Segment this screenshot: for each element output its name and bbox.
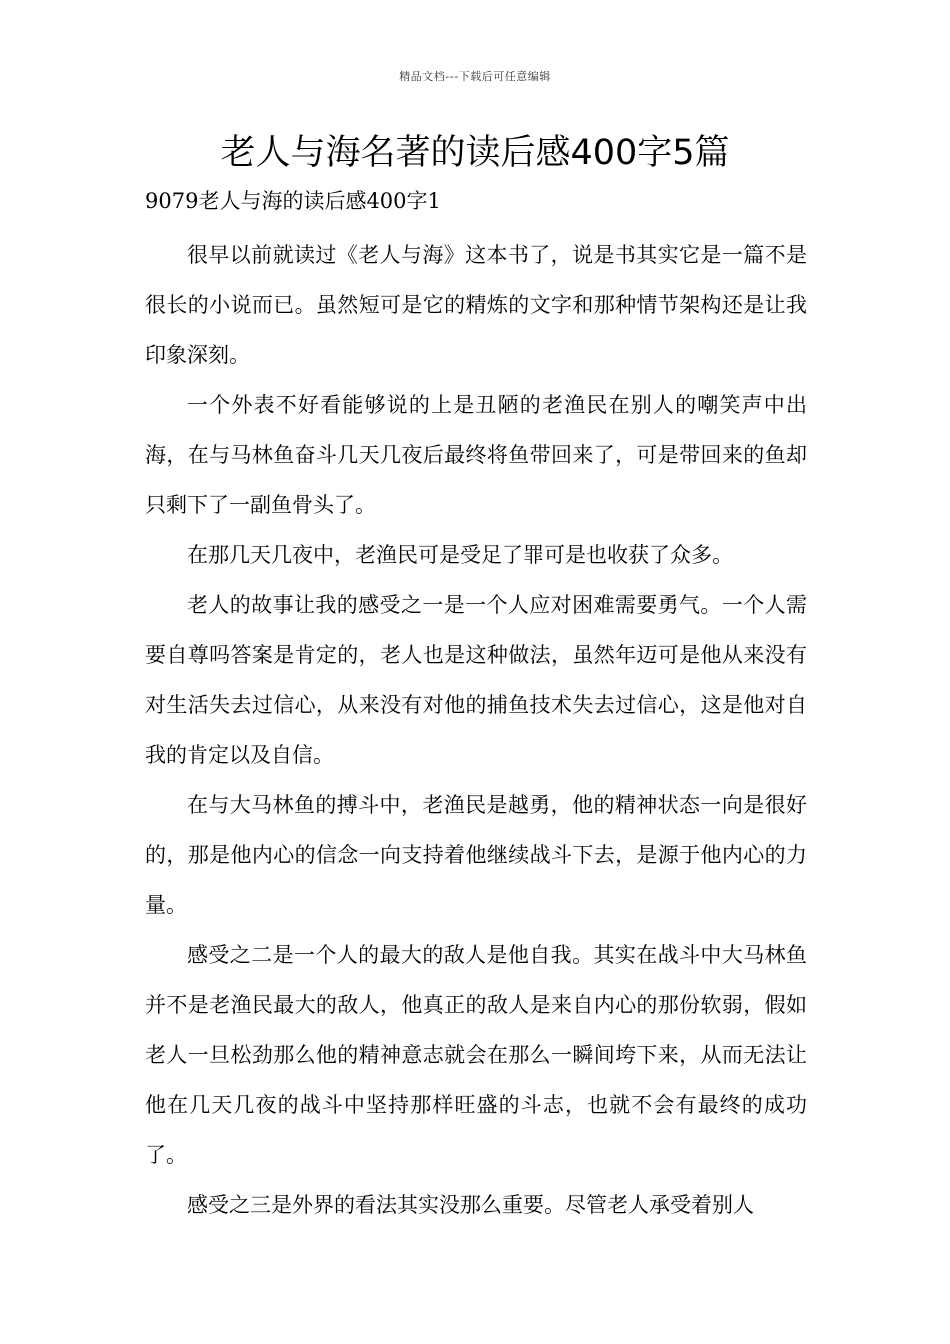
paragraph-7: 感受之三是外界的看法其实没那么重要。尽管老人承受着别人 xyxy=(187,1193,754,1217)
paragraph-1: 很早以前就读过《老人与海》这本书了，说是书其实它是一篇不是很长的小说而已。虽然短可是它的精炼的文字和那种情节架构还是让我印象深刻。 xyxy=(145,243,807,367)
paragraph-6: 感受之二是一个人的最大的敌人是他自我。其实在战斗中大马林鱼并不是老渔民最大的敌人，他真正的敌人是来自内心的那份软弱，假如老人一旦松劲那么他的精神意志就会在那么一瞬间垮下来，从而无法让他在几天几夜的战斗中坚持那样旺盛的斗志，也就不会有最终的成功了。 xyxy=(145,943,807,1167)
paragraph-5: 在与大马林鱼的搏斗中，老渔民是越勇，他的精神状态一向是很好的，那是他内心的信念一向支持着他继续战斗下去，是源于他内心的力量。 xyxy=(145,793,807,917)
article-body xyxy=(145,230,807,1230)
document-title: 老人与海名著的读后感400字5篇 xyxy=(220,133,730,173)
paragraph-4: 老人的故事让我的感受之一是一个人应对困难需要勇气。一个人需要自尊吗答案是肯定的，老人也是这种做法，虽然年迈可是他从来没有对生活失去过信心，从来没有对他的捕鱼技术失去过信心，这是他对自我的肯定以及自信。 xyxy=(145,593,807,767)
paragraph-2: 一个外表不好看能够说的上是丑陋的老渔民在别人的嘲笑声中出海，在与马林鱼奋斗几天几夜后最终将鱼带回来了，可是带回来的鱼却只剩下了一副鱼骨头了。 xyxy=(145,393,807,517)
header-note: 精品文档---下载后可任意编辑 xyxy=(399,70,551,83)
section-heading: 9079老人与海的读后感400字1 xyxy=(145,189,441,213)
paragraph-3: 在那几天几夜中，老渔民可是受足了罪可是也收获了众多。 xyxy=(187,543,733,567)
